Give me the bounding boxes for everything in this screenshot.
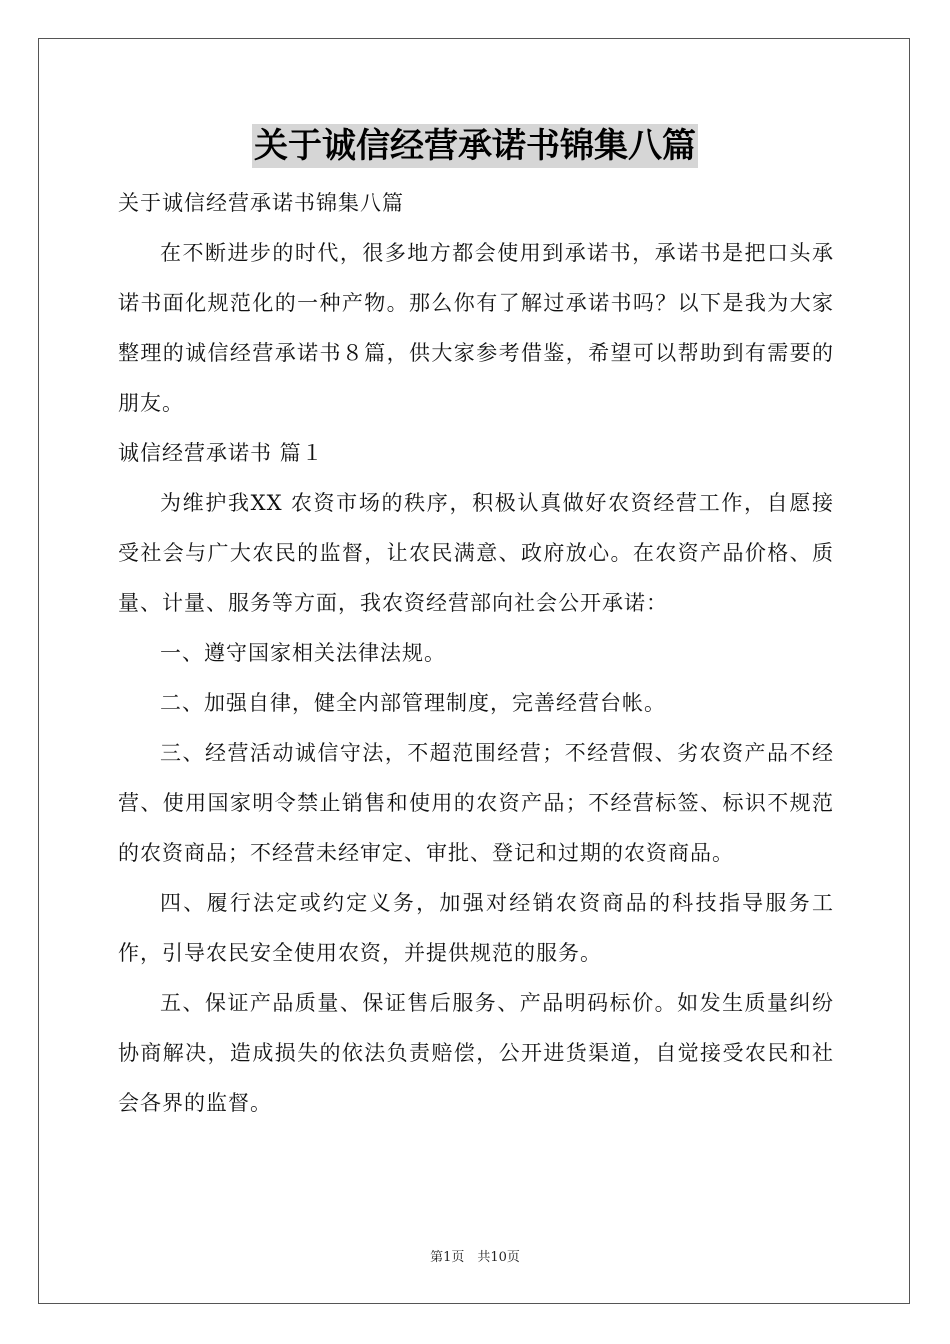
commitment-item-3: 三、经营活动诚信守法，不超范围经营；不经营假、劣农资产品不经营、使用国家明令禁止销售和使用的农资产品；不经营标签、标识不规范的农资商品；不经营未经审定、审批、登记和过期的农资商品。 (118, 741, 834, 865)
page-footer: 第1页 共10页 (430, 1250, 520, 1265)
document-title: 关于诚信经营承诺书锦集八篇 (254, 126, 696, 166)
document-body (118, 178, 834, 1128)
title-container (0, 124, 950, 168)
commitment-item-2: 二、加强自律，健全内部管理制度，完善经营台帐。 (160, 691, 666, 715)
commitment-item-1: 一、遵守国家相关法律法规。 (160, 641, 446, 665)
section-heading: 诚信经营承诺书 篇１ (118, 441, 324, 465)
commitment-item-4: 四、履行法定或约定义务，加强对经销农资商品的科技指导服务工作，引导农民安全使用农资，并提供规范的服务。 (118, 891, 834, 965)
intro-paragraph: 在不断进步的时代，很多地方都会使用到承诺书，承诺书是把口头承诺书面化规范化的一种产物。那么你有了解过承诺书吗？以下是我为大家整理的诚信经营承诺书８篇，供大家参考借鉴，希望可以帮助到有需要的朋友。 (118, 241, 834, 415)
commitment-item-5: 五、保证产品质量、保证售后服务、产品明码标价。如发生质量纠纷协商解决，造成损失的依法负责赔偿，公开进货渠道，自觉接受农民和社会各界的监督。 (118, 991, 834, 1115)
body-paragraph: 为维护我XX 农资市场的秩序，积极认真做好农资经营工作，自愿接受社会与广大农民的监督，让农民满意、政府放心。在农资产品价格、质量、计量、服务等方面，我农资经营部向社会公开承诺： (118, 491, 834, 615)
subtitle-paragraph: 关于诚信经营承诺书锦集八篇 (118, 191, 404, 215)
